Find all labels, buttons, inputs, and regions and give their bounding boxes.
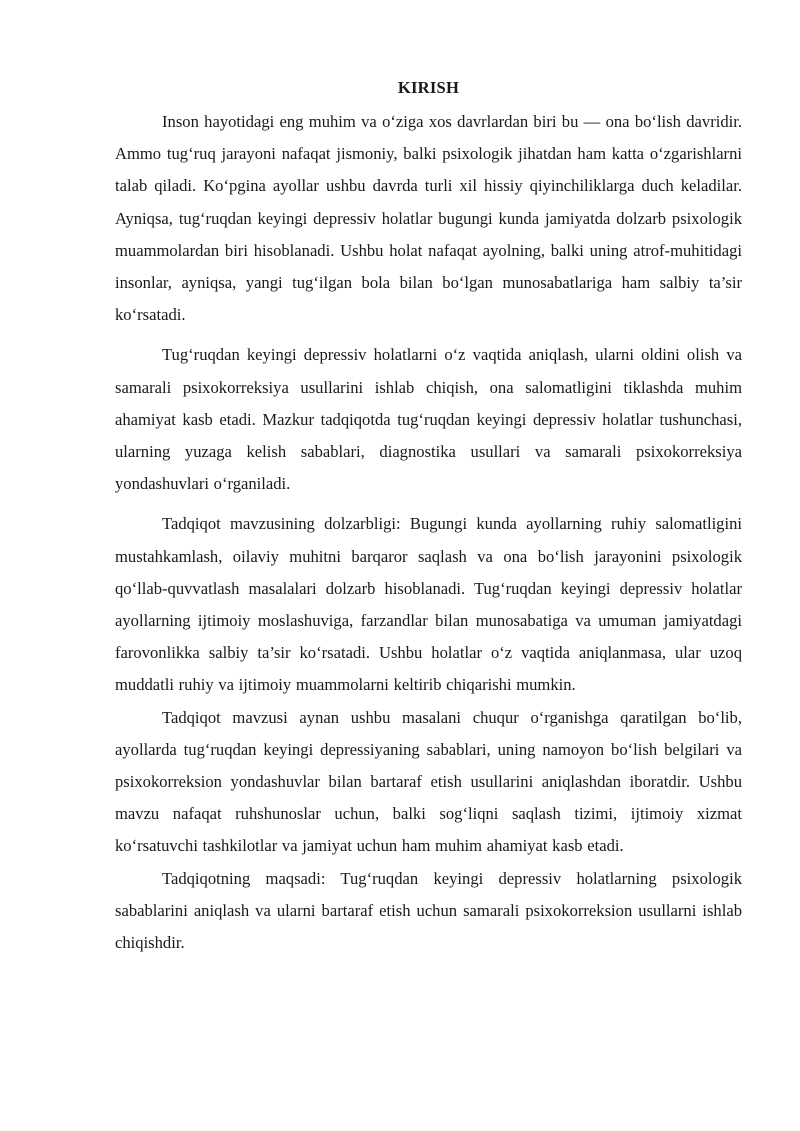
paragraph-research-goal: Tadqiqotning maqsadi: Tug‘ruqdan keyingi depressiv holatlarning psixologik sabablarini aniqlash va ularni bartaraf etish uchun samarali psixokorreksion usullarni ishlab chiqishdir.: [115, 868, 742, 953]
paragraph-research-topic: Tadqiqot mavzusi aynan ushbu masalani chuqur o‘rganishga qaratilgan bo‘lib, ayollarda tug‘ruqdan keyingi depressiyaning sabablari, uning namoyon bo‘lish belgilari va psixokorreksion yondashuvlar bilan bartaraf etish usullarini aniqlashdan iboratdir. Ushbu mavzu nafaqat ruhshunoslar uchun, balki sog‘liqni saqlash tizimi, ijtimoiy xizmat ko‘rsatuvchi tashkilotlar va jamiyat uchun ham muhim ahamiyat kasb etadi.: [115, 707, 742, 856]
paragraph-intro: Inson hayotidagi eng muhim va o‘ziga xos davrlardan biri bu — ona bo‘lish davridir. Ammo tug‘ruq jarayoni nafaqat jismoniy, balki psixologik jihatdan ham katta o‘zgarishlarni talab qiladi. Ko‘pgina ayollar ushbu davrda turli xil hissiy qiyinchiliklarga duch keladilar. Ayniqsa, tug‘ruqdan keyingi depressiv holatlar bugungi kunda jamiyatda dolzarb psixologik muammolardan biri hisoblanadi. Ushbu holat nafaqat ayolning, balki uning atrof-muhitidagi insonlar, ayniqsa, yangi tug‘ilgan bola bilan bo‘lgan munosabatlariga ham salbiy ta’sir ko‘rsatadi.: [115, 112, 742, 325]
document-body: [115, 74, 742, 959]
paragraph-prevention: Tug‘ruqdan keyingi depressiv holatlarni o‘z vaqtida aniqlash, ularni oldini olish va samarali psixokorreksiya usullarini ishlab chiqish, ona salomatligini tiklashda muhim ahamiyat kasb etadi. Mazkur tadqiqotda tug‘ruqdan keyingi depressiv holatlar tushunchasi, ularning yuzaga kelish sabablari, diagnostika usullari va samarali psixokorreksiya yondashuvlari o‘rganiladi.: [115, 345, 742, 494]
section-heading: KIRISH: [397, 78, 460, 97]
paragraph-relevance: Tadqiqot mavzusining dolzarbligi: Bugungi kunda ayollarning ruhiy salomatligini mustahkamlash, oilaviy muhitni barqaror saqlash va ona bo‘lish jarayonini psixologik qo‘llab-quvvatlash masalalari dolzarb hisoblanadi. Tug‘ruqdan keyingi depressiv holatlar ayollarning ijtimoiy moslashuviga, farzandlar bilan munosabatiga va umuman jamiyatdagi farovonlikka salbiy ta’sir ko‘rsatadi. Ushbu holatlar o‘z vaqtida aniqlanmasa, ular uzoq muddatli ruhiy va ijtimoiy muammolarni keltirib chiqarishi mumkin.: [115, 514, 742, 695]
